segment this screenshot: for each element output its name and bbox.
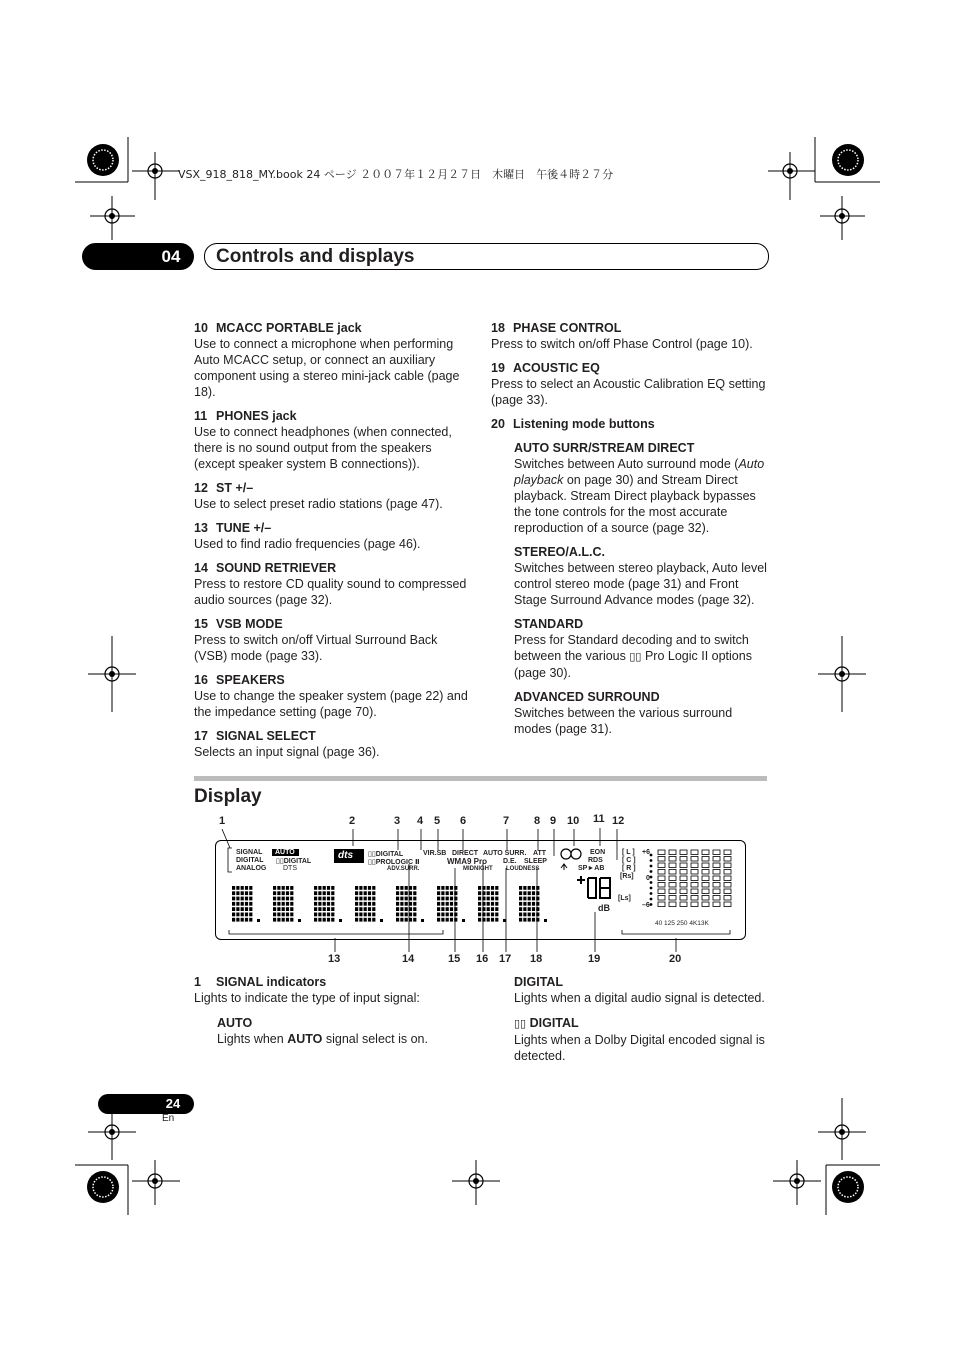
lcd-eq-freqs: 40 125 250 4K13K <box>655 920 709 927</box>
callout-7: 7 <box>503 815 510 827</box>
callout-4: 4 <box>417 815 424 827</box>
callout-14: 14 <box>402 953 415 965</box>
callout-8: 8 <box>534 815 541 827</box>
item-body: Press to switch on/off Virtual Surround Back (VSB) mode (page 33). <box>194 633 438 663</box>
item-body: Lights to indicate the type of input signal: <box>194 991 420 1005</box>
lcd-l: [ L ] <box>622 849 635 856</box>
lcd-adv-surr: ADV.SURR. <box>387 866 420 872</box>
item-heading: 16 SPEAKERS <box>194 673 285 687</box>
callout-11: 11 <box>593 813 605 825</box>
item-heading: 17 SIGNAL SELECT <box>194 729 316 743</box>
lcd-digital: DIGITAL <box>236 857 264 864</box>
item-heading: STEREO/A.L.C. <box>514 545 605 559</box>
lcd-db: dB <box>598 903 610 913</box>
digital-heading: DIGITAL <box>514 975 564 989</box>
section-title: Display <box>194 786 262 807</box>
item-heading: 15 VSB MODE <box>194 617 283 631</box>
lcd-ls: [Ls] <box>618 895 631 902</box>
item-heading: 13 TUNE +/– <box>194 521 272 535</box>
item-body: Use to connect a microphone when performing Auto MCACC setup, or connect an auxiliary component using a stereo mini-jack cable (page 18). <box>194 337 460 399</box>
item-heading: 19 ACOUSTIC EQ <box>491 361 600 375</box>
lcd-rs: [Rs] <box>620 873 634 880</box>
item-body: Use to change the speaker system (page 22) and the impedance setting (page 70). <box>194 689 468 719</box>
signal-indicators-left <box>194 974 472 1047</box>
lcd-prologic: ▯▯PROLOGIC Ⅱ <box>368 859 420 866</box>
item-body: Used to find radio frequencies (page 46). <box>194 537 421 551</box>
item-body: Switches between stereo playback, Auto level control stereo mode (page 31) and Front Stage Surround Advance modes (page 32). <box>514 561 767 607</box>
item-heading: STANDARD <box>514 617 584 631</box>
lcd-signal: SIGNAL <box>236 849 263 856</box>
item-body: Press to select an Acoustic Calibration EQ setting (page 33). <box>491 377 766 407</box>
antenna-icon <box>561 864 567 870</box>
callout-3: 3 <box>394 815 401 827</box>
lcd-de: D.E. <box>503 858 517 865</box>
lcd-r: [ R ] <box>622 865 636 872</box>
callout-10: 10 <box>567 815 580 827</box>
item-body: Switches between Auto surround mode (Auto playback on page 30) and Stream Direct playback. Stream Direct playback bypasses the tone controls for the most accurate reproduction of a source (page 32). <box>514 457 765 535</box>
item-heading: 20 Listening mode buttons <box>491 417 655 431</box>
item-body: Use to select preset radio stations (page 47). <box>194 497 443 511</box>
item-heading: 10 MCACC PORTABLE jack <box>194 321 362 335</box>
digital-body: Lights when a digital audio signal is detected. <box>514 991 765 1005</box>
dolby-digital-body: Lights when a Dolby Digital encoded signal is detected. <box>514 1033 765 1063</box>
lcd-sleep: SLEEP <box>524 858 547 865</box>
page-number: 24 <box>165 1096 181 1111</box>
dolby-digital-heading: ▯▯ DIGITAL <box>514 1016 579 1030</box>
lcd-c: [ C ] <box>622 857 636 864</box>
lcd-minus6: –6 <box>642 902 650 909</box>
callout-9: 9 <box>550 815 557 827</box>
lcd-dts-small: DTS <box>283 865 297 872</box>
callout-20: 20 <box>669 953 682 965</box>
lcd-auto-surr: AUTO SURR. <box>483 850 527 857</box>
item-heading: 1 SIGNAL indicators <box>194 975 327 989</box>
lcd-direct: DIRECT <box>452 850 479 857</box>
item-body: Selects an input signal (page 36). <box>194 745 380 759</box>
page-language: En <box>162 1113 175 1124</box>
callout-15: 15 <box>448 953 461 965</box>
lcd-midnight: MIDNIGHT <box>463 866 493 872</box>
lcd-rds: RDS <box>588 857 603 864</box>
lcd-vir-sb: VIR.SB <box>423 850 447 857</box>
item-heading: 18 PHASE CONTROL <box>491 321 622 335</box>
lcd-analog: ANALOG <box>236 865 267 872</box>
item-body: Press to switch on/off Phase Control (page 10). <box>491 337 753 351</box>
auto-body: Lights when AUTO signal select is on. <box>217 1032 428 1046</box>
chapter-title: Controls and displays <box>216 246 415 267</box>
lcd-auto: AUTO <box>275 849 295 856</box>
callout-16: 16 <box>476 953 489 965</box>
auto-heading: AUTO <box>217 1016 253 1030</box>
callout-5: 5 <box>434 815 441 827</box>
callout-12: 12 <box>612 815 625 827</box>
print-header: VSX_918_818_MY.book 24 ページ ２００７年１２月２７日 木曜日 午後４時２７分 <box>178 168 614 181</box>
callout-1: 1 <box>219 815 226 827</box>
callout-17: 17 <box>499 953 512 965</box>
lcd-plus6: +6 <box>642 849 650 856</box>
item-heading: AUTO SURR/STREAM DIRECT <box>514 441 695 455</box>
lcd-att: ATT <box>533 850 547 857</box>
signal-indicators-right <box>514 974 769 1064</box>
lcd-digital-2: ▯▯DIGITAL <box>368 851 404 858</box>
callout-2: 2 <box>349 815 356 827</box>
lcd-loudness: LOUDNESS <box>506 866 540 872</box>
lcd-wma9: WMA9 Pro <box>447 857 487 866</box>
callout-18: 18 <box>530 953 543 965</box>
callout-13: 13 <box>328 953 341 965</box>
dolby-logo-icon: ▯▯ <box>629 651 642 663</box>
mono-stereo-icon <box>561 849 581 859</box>
item-body: Press to restore CD quality sound to compressed audio sources (page 32). <box>194 577 467 607</box>
chapter-number: 04 <box>161 247 181 266</box>
item-body: Press for Standard decoding and to switch between the various ▯▯ Pro Logic II options (page 30). <box>514 633 752 680</box>
item-body: Use to connect headphones (when connected, there is no sound output from the speakers (except speaker system B connections)). <box>194 425 452 471</box>
dolby-logo-icon: ▯▯ <box>514 1018 527 1030</box>
item-body: Switches between the various surround modes (page 31). <box>514 706 733 736</box>
item-heading: 14 SOUND RETRIEVER <box>194 561 337 575</box>
item-heading: ADVANCED SURROUND <box>514 690 660 704</box>
callout-6: 6 <box>460 815 467 827</box>
item-heading: 12 ST +/– <box>194 481 254 495</box>
callout-19: 19 <box>588 953 601 965</box>
item-heading: 11 PHONES jack <box>194 409 297 423</box>
lcd-eon: EON <box>590 849 606 856</box>
dts-logo: dts <box>338 850 353 861</box>
lcd-sp-ab: SP►AB <box>578 865 605 872</box>
lcd-dd-digital: ▯▯DIGITAL <box>276 858 312 865</box>
lcd-zero: 0 <box>646 875 650 882</box>
